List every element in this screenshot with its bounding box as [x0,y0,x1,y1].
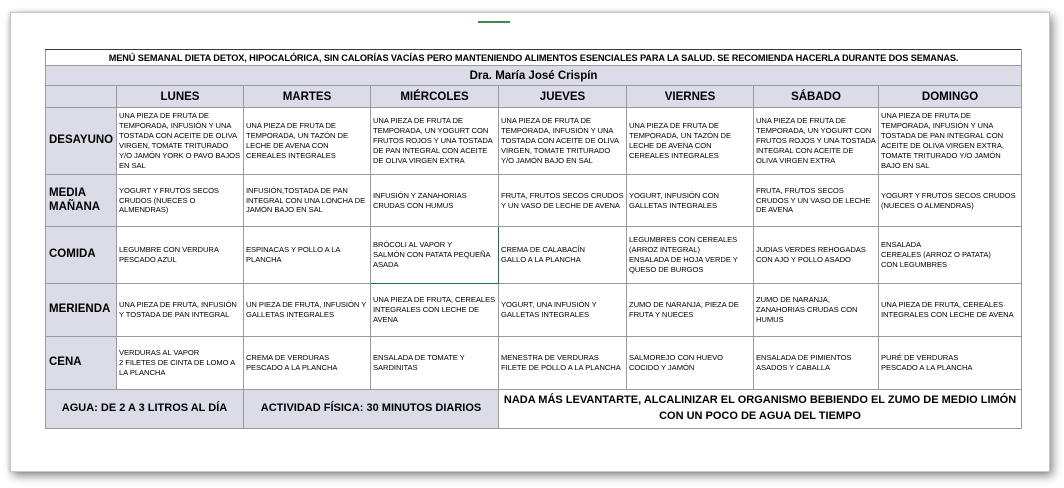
menu-title: MENÚ SEMANAL DIETA DETOX, HIPOCALÓRICA, SIN CALORÍAS VACÍAS PERO MANTENIENDO ALIMENTOS ESENCIALES PARA LA SALUD. SE RECOMIENDA HACERLA DURANTE DOS SEMANAS. [46,50,1022,66]
menu-cell[interactable]: UNA PIEZA DE FRUTA DE TEMPORADA, UN YOGURT CON FRUTOS ROJOS Y UNA TOSTADA DE PAN INTEGRAL CON ACEITE DE OLIVA VIRGEN EXTRA [371,108,499,175]
menu-cell[interactable]: UNA PIEZA DE FRUTA DE TEMPORADA, INFUSIÓN Y UNA TOSTADA DE PAN INTEGRAL CON ACEITE DE OLIVA VIRGEN EXTRA, TOMATE TRITURADO Y/O JAMÓN BAJO EN SAL [879,108,1022,175]
menu-cell[interactable]: UN PIEZA DE FRUTA, INFUSIÓN Y GALLETAS INTEGRALES [244,284,371,337]
doctor-row [46,66,1022,86]
menu-cell[interactable]: YOGURT Y FRUTOS SECOS CRUDOS (NUECES O ALMENDRAS) [879,175,1022,227]
menu-cell[interactable]: CREMA DE CALABACÍN GALLO A LA PLANCHA [499,227,627,284]
menu-cell[interactable]: VERDURAS AL VAPOR 2 FILETES DE CINTA DE LOMO A LA PLANCHA [117,337,244,390]
menu-cell[interactable]: ENSALADA CEREALES (ARROZ O PATATA) CON LEGUMBRES [879,227,1022,284]
menu-cell[interactable]: LEGUMBRE CON VERDURA PESCADO AZUL [117,227,244,284]
day-header: JUEVES [499,86,627,108]
menu-cell[interactable]: PURÉ DE VERDURAS PESCADO A LA PLANCHA [879,337,1022,390]
meal-label: DESAYUNO [46,108,117,175]
activity-note: ACTIVIDAD FÍSICA: 30 MINUTOS DIARIOS [244,390,499,429]
menu-cell[interactable]: ZUMO DE NARANJA, ZANAHORIAS CRUDAS CON HUMUS [754,284,879,337]
menu-cell[interactable]: CREMA DE VERDURAS PESCADO A LA PLANCHA [244,337,371,390]
selected-menu-cell[interactable]: BRÓCOLI AL VAPOR Y SALMÓN CON PATATA PEQUEÑA ASADA [371,227,499,284]
meal-row-merienda [46,284,1022,337]
water-note: AGUA: DE 2 A 3 LITROS AL DÍA [46,390,244,429]
menu-cell[interactable]: FRUTA, FRUTOS SECOS CRUDOS Y UN VASO DE LECHE DE AVENA [754,175,879,227]
menu-cell[interactable]: ENSALADA DE TOMATE Y SARDINITAS [371,337,499,390]
menu-sheet [45,49,1021,429]
menu-cell[interactable]: SALMOREJO CON HUEVO COCIDO Y JAMÓN [627,337,754,390]
menu-cell[interactable]: INFUSIÓN,TOSTADA DE PAN INTEGRAL CON UNA LONCHA DE JAMÓN BAJO EN SAL [244,175,371,227]
meal-label: CENA [46,337,117,390]
selection-marker [478,21,510,23]
doctor-name: Dra. María José Crispín [46,66,1022,86]
day-header: LUNES [117,86,244,108]
menu-cell[interactable]: UNA PIEZA DE FRUTA, CEREALES INTEGRALES CON LECHE DE AVENA [371,284,499,337]
corner-cell [46,86,117,108]
meal-row-comida [46,227,1022,284]
day-header: VIERNES [627,86,754,108]
menu-cell[interactable]: UNA PIEZA DE FRUTA DE TEMPORADA, UN TAZÓN DE LECHE DE AVENA CON CEREALES INTEGRALES [627,108,754,175]
menu-cell[interactable]: FRUTA, FRUTOS SECOS CRUDOS Y UN VASO DE LECHE DE AVENA [499,175,627,227]
menu-cell[interactable]: UNA PIEZA DE FRUTA DE TEMPORADA, UN YOGURT CON FRUTOS ROJOS Y UNA TOSTADA INTEGRAL CON ACEITE DE OLIVA VIRGEN EXTRA [754,108,879,175]
menu-cell[interactable]: YOGURT Y FRUTOS SECOS CRUDOS (NUECES O ALMENDRAS) [117,175,244,227]
day-header: SÁBADO [754,86,879,108]
day-header: MIÉRCOLES [371,86,499,108]
menu-cell[interactable]: ZUMO DE NARANJA, PIEZA DE FRUTA Y NUECES [627,284,754,337]
spreadsheet-frame [10,12,1050,472]
meal-label: MERIENDA [46,284,117,337]
menu-cell[interactable]: YOGURT, UNA INFUSIÓN Y GALLETAS INTEGRALES [499,284,627,337]
meal-label: COMIDA [46,227,117,284]
menu-cell[interactable]: YOGURT, INFUSIÓN CON GALLETAS INTEGRALES [627,175,754,227]
menu-cell[interactable]: UNA PIEZA DE FRUTA DE TEMPORADA, UN TAZÓN DE LECHE DE AVENA CON CEREALES INTEGRALES [244,108,371,175]
menu-cell[interactable]: UNA PIEZA DE FRUTA DE TEMPORADA, INFUSIÓN Y UNA TOSTADA CON ACEITE DE OLIVA VIRGEN, TOMATE TRITURADO Y/O JAMÓN YORK O PAVO BAJOS EN SAL [117,108,244,175]
menu-cell[interactable]: UNA PIEZA DE FRUTA, CEREALES INTEGRALES CON LECHE DE AVENA [879,284,1022,337]
day-header: MARTES [244,86,371,108]
meal-label: MEDIA MAÑANA [46,175,117,227]
menu-cell[interactable]: UNA PIEZA DE FRUTA DE TEMPORADA, INFUSIÓN Y UNA TOSTADA CON ACEITE DE OLIVA VIRGEN, TOMATE TRITURADO Y/O JAMÓN BAJO EN SAL [499,108,627,175]
footer-row [46,390,1022,429]
day-header-row [46,86,1022,108]
menu-cell[interactable]: UNA PIEZA DE FRUTA, INFUSIÓN Y TOSTADA DE PAN INTEGRAL [117,284,244,337]
menu-table [45,49,1022,429]
menu-cell[interactable]: JUDIAS VERDES REHOGADAS CON AJO Y POLLO ASADO [754,227,879,284]
menu-cell[interactable]: INFUSIÓN Y ZANAHORIAS CRUDAS CON HUMUS [371,175,499,227]
meal-row-desayuno [46,108,1022,175]
menu-cell[interactable]: ENSALADA DE PIMIENTOS ASADOS Y CABALLA [754,337,879,390]
menu-cell[interactable]: LEGUMBRES CON CEREALES (ARROZ INTEGRAL) ENSALADA DE HOJA VERDE Y QUESO DE BURGOS [627,227,754,284]
morning-note: NADA MÁS LEVANTARTE, ALCALINIZAR EL ORGANISMO BEBIENDO EL ZUMO DE MEDIO LIMÓN CON UN POCO DE AGUA DEL TIEMPO [499,390,1022,429]
meal-row-media-manana [46,175,1022,227]
day-header: DOMINGO [879,86,1022,108]
menu-cell[interactable]: MENESTRA DE VERDURAS FILETE DE POLLO A LA PLANCHA [499,337,627,390]
title-row [46,50,1022,66]
menu-cell[interactable]: ESPINACAS Y POLLO A LA PLANCHA [244,227,371,284]
meal-row-cena [46,337,1022,390]
